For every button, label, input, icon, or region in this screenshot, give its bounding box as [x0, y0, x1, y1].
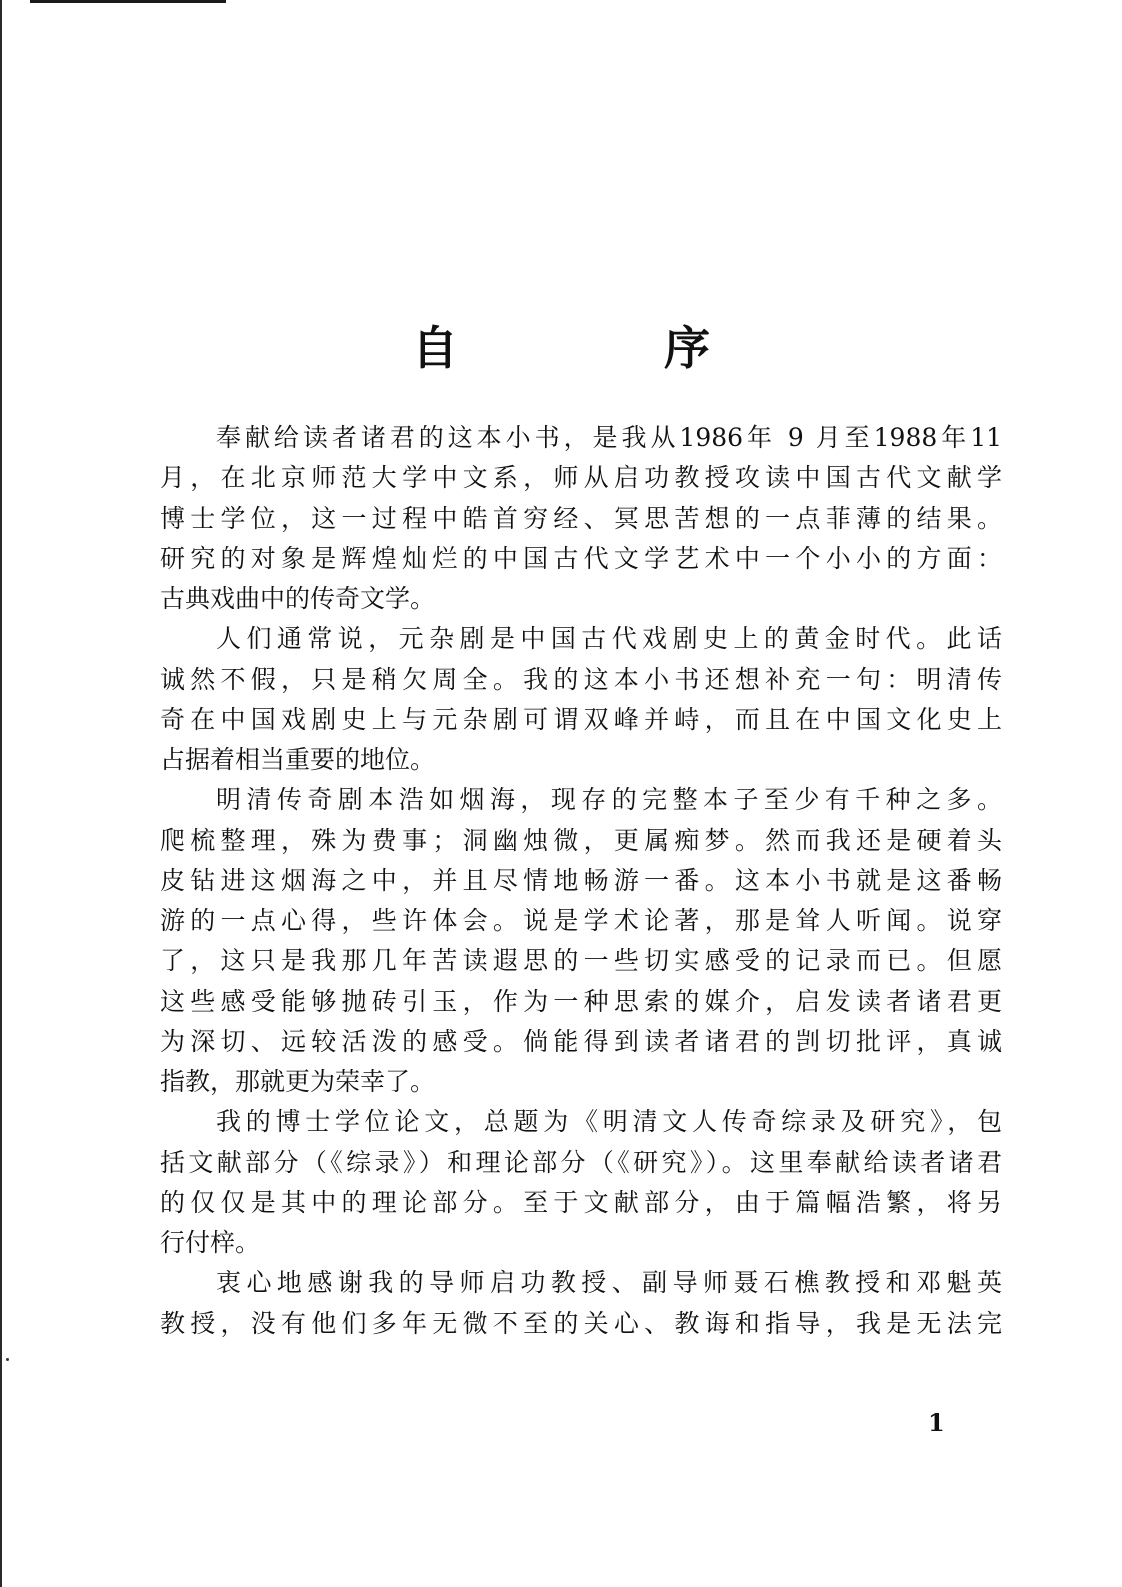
- preface-body: [160, 418, 1002, 1344]
- page-number: 1: [928, 1408, 945, 1437]
- paragraph-line: 占据着相当重要的地位。: [160, 745, 436, 774]
- scan-edge-left: [0, 0, 2, 1587]
- paragraph-line: 衷心地感谢我的导师启功教授、副导师聂石樵教授和邓魁英: [216, 1268, 1002, 1298]
- scan-edge-top: [30, 0, 226, 3]
- paragraph: [160, 619, 1002, 780]
- paragraph-line: 研究的对象是辉煌灿烂的中国古代文学艺术中一个小小的方面：: [160, 543, 1002, 573]
- paragraph-line: 奇在中国戏剧史上与元杂剧可谓双峰并峙，而且在中国文化史上: [160, 704, 1002, 734]
- paragraph: [160, 1263, 1002, 1344]
- paragraph-line: 我的博士学位论文，总题为《明清文人传奇综录及研究》，包: [216, 1107, 1002, 1137]
- paragraph: [160, 418, 1002, 619]
- paragraph-line: 爬梳整理，殊为费事；洞幽烛微，更属痴梦。然而我还是硬着头: [160, 825, 1002, 855]
- paragraph-line: 教授，没有他们多年无微不至的关心、教诲和指导，我是无法完: [160, 1308, 1002, 1338]
- paragraph-line: 博士学位，这一过程中皓首穷经、冥思苦想的一点菲薄的结果。: [160, 503, 1002, 533]
- paragraph: [160, 1102, 1002, 1263]
- paragraph: [160, 780, 1002, 1102]
- paragraph-line: 诚然不假，只是稍欠周全。我的这本小书还想补充一句：明清传: [160, 664, 1002, 694]
- paragraph-line: 人们通常说，元杂剧是中国古代戏剧史上的黄金时代。此话: [216, 624, 1002, 654]
- scan-speck: [6, 1358, 9, 1361]
- paragraph-line: 了，这只是我那几年苦读遐思的一些切实感受的记录而已。但愿: [160, 946, 1002, 976]
- paragraph-line: 指教，那就更为荣幸了。: [160, 1067, 436, 1096]
- paragraph-line: 的仅仅是其中的理论部分。至于文献部分，由于篇幅浩繁，将另: [160, 1187, 1002, 1217]
- paragraph-line: 奉献给读者诸君的这本小书，是我从1986年 9 月至1988年11: [216, 423, 1002, 452]
- paragraph-line: 游的一点心得，些许体会。说是学术论著，那是耸人听闻。说穿: [160, 906, 1002, 935]
- paragraph-line: 行付梓。: [160, 1228, 261, 1257]
- paragraph-line: 这些感受能够抛砖引玉，作为一种思索的媒介，启发读者诸君更: [160, 986, 1002, 1016]
- paragraph-line: 为深切、远较活泼的感受。倘能得到读者诸君的剀切批评，真诚: [160, 1026, 1002, 1056]
- paragraph-line: 月，在北京师范大学中文系，师从启功教授攻读中国古代文献学: [160, 463, 1002, 493]
- paragraph-line: 古典戏曲中的传奇文学。: [160, 584, 436, 613]
- paragraph-line: 皮钻进这烟海之中，并且尽情地畅游一番。这本小书就是这番畅: [160, 865, 1002, 895]
- paragraph-line: 明清传奇剧本浩如烟海，现存的完整本子至少有千种之多。: [216, 785, 1002, 815]
- page-title: 自 序: [412, 321, 790, 375]
- paragraph-line: 括文献部分（《综录》）和理论部分（《研究》）。这里奉献给读者诸君: [160, 1147, 1002, 1177]
